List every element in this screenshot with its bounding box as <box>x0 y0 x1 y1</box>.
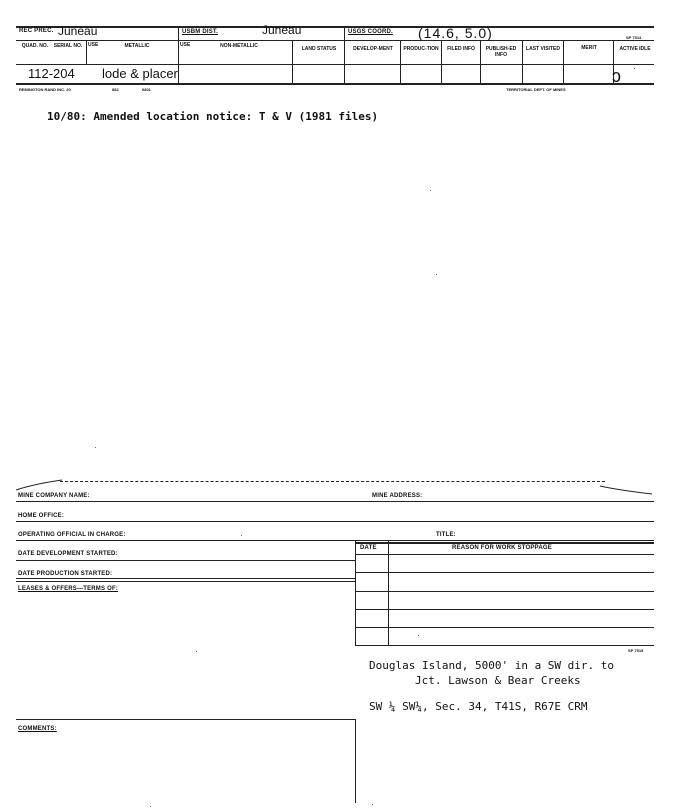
torn-corner-left <box>14 478 64 492</box>
mine-company-name-label: MINE COMPANY NAME: <box>18 493 90 499</box>
torn-corner-right <box>598 480 654 496</box>
header-row1-rule <box>16 40 654 41</box>
lower-form-top-rule <box>60 481 605 482</box>
date-development-started-label: DATE DEVELOPMENT STARTED: <box>18 551 118 557</box>
stoppage-table-left-border <box>355 540 356 645</box>
header-top-rule <box>16 26 654 28</box>
header-row1-divider <box>344 26 345 40</box>
paper-speck <box>95 447 96 448</box>
form-rule <box>16 578 355 579</box>
stoppage-table-top-rule <box>355 542 654 544</box>
stoppage-date-header: DATE <box>360 545 377 551</box>
header-bottom-rule <box>16 83 654 85</box>
department-imprint: TERRITORIAL DEPT. OF MINES <box>506 87 566 92</box>
column-divider <box>480 40 481 83</box>
stoppage-row-rule <box>355 627 654 628</box>
merit-header: MERIT <box>581 45 597 51</box>
quad-serial-value: 112-204 <box>28 66 75 81</box>
form-number-top: SP 7514 <box>626 35 642 40</box>
column-divider <box>178 40 179 83</box>
metallic-header: METALLIC <box>124 43 150 49</box>
form-rule <box>16 521 654 522</box>
header-row2-rule <box>16 64 654 65</box>
serial-no-header: SERIAL NO. <box>53 43 83 49</box>
published-info-header: PUBLISH-ED INFO <box>485 46 517 58</box>
location-line-2: Jct. Lawson & Bear Creeks <box>415 674 581 687</box>
paper-speck <box>150 806 151 807</box>
paper-speck <box>430 190 431 191</box>
stoppage-row-rule <box>355 645 654 646</box>
form-rule <box>16 581 355 582</box>
location-line-3: SW ¼ SW¼, Sec. 34, T41S, R67E CRM <box>369 700 588 713</box>
last-visited-header: LAST VISITED <box>526 46 560 52</box>
rec-prec-label: REC PREC. <box>19 28 54 34</box>
date-production-started-label: DATE PRODUCTION STARTED: <box>18 571 113 577</box>
stoppage-table-date-divider <box>388 540 389 645</box>
rec-prec-value: Juneau <box>58 24 98 38</box>
active-idle-mark: ↄ <box>612 66 621 86</box>
mine-address-label: MINE ADDRESS: <box>372 493 423 499</box>
column-divider <box>563 40 564 83</box>
column-divider <box>86 40 87 64</box>
stoppage-reason-header: REASON FOR WORK STOPPAGE <box>452 545 552 551</box>
stoppage-row-rule <box>355 591 654 592</box>
usgs-coord-label: USGS COORD. <box>348 29 393 35</box>
non-metallic-header: NON-METALLIC <box>220 43 258 49</box>
development-header: DEVELOP-MENT <box>353 46 393 52</box>
form-rule <box>16 540 654 541</box>
form-number-bottom: SP 7515 <box>628 648 644 653</box>
active-idle-header: ACTIVE IDLE <box>619 46 651 52</box>
pencil-speck <box>634 68 635 69</box>
usbm-dist-value: Juneau <box>262 23 302 37</box>
printer-imprint: REMINGTON RAND INC. 20 <box>19 87 71 92</box>
operating-official-label: OPERATING OFFICIAL IN CHARGE: <box>18 532 126 538</box>
paper-speck <box>241 535 242 536</box>
usbm-dist-label: USBM DIST. <box>182 29 219 35</box>
stoppage-row-rule <box>355 609 654 610</box>
leases-offers-label: LEASES & OFFERS—TERMS OF: <box>18 586 119 592</box>
form-rule <box>16 560 355 561</box>
paper-speck <box>196 651 197 652</box>
use-header-metallic: USE <box>88 42 99 48</box>
column-divider <box>400 40 401 83</box>
title-label: TITLE: <box>436 532 456 538</box>
amendment-note: 10/80: Amended location notice: T & V (1981 files) <box>47 110 379 123</box>
filed-info-header: FILED INFO <box>447 46 475 52</box>
quad-no-header: QUAD. NO. <box>21 43 49 49</box>
print-code-2: 6801 <box>142 87 151 92</box>
home-office-label: HOME OFFICE: <box>18 513 65 519</box>
usgs-coord-value: (14.6, 5.0) <box>418 25 493 41</box>
stoppage-row-rule <box>355 572 654 573</box>
land-status-header: LAND STATUS <box>301 46 337 52</box>
paper-speck <box>418 635 419 636</box>
location-line-1: Douglas Island, 5000' in a SW dir. to <box>369 659 615 672</box>
column-divider <box>441 40 442 83</box>
header-row1-divider <box>178 26 179 40</box>
production-header: PRODUC-TION <box>403 46 439 52</box>
comments-top-rule <box>16 719 355 720</box>
column-divider <box>344 40 345 83</box>
column-divider <box>522 40 523 83</box>
paper-speck <box>436 274 437 275</box>
column-divider <box>292 40 293 83</box>
use-header-non-metallic: USE <box>180 42 191 48</box>
paper-speck <box>372 804 373 805</box>
comments-right-border <box>355 719 356 803</box>
stoppage-row-rule <box>355 554 654 555</box>
form-rule <box>16 501 654 502</box>
metallic-value: lode & placer <box>102 66 178 81</box>
print-code-1: 882 <box>112 87 119 92</box>
comments-label: COMMENTS: <box>18 726 57 732</box>
